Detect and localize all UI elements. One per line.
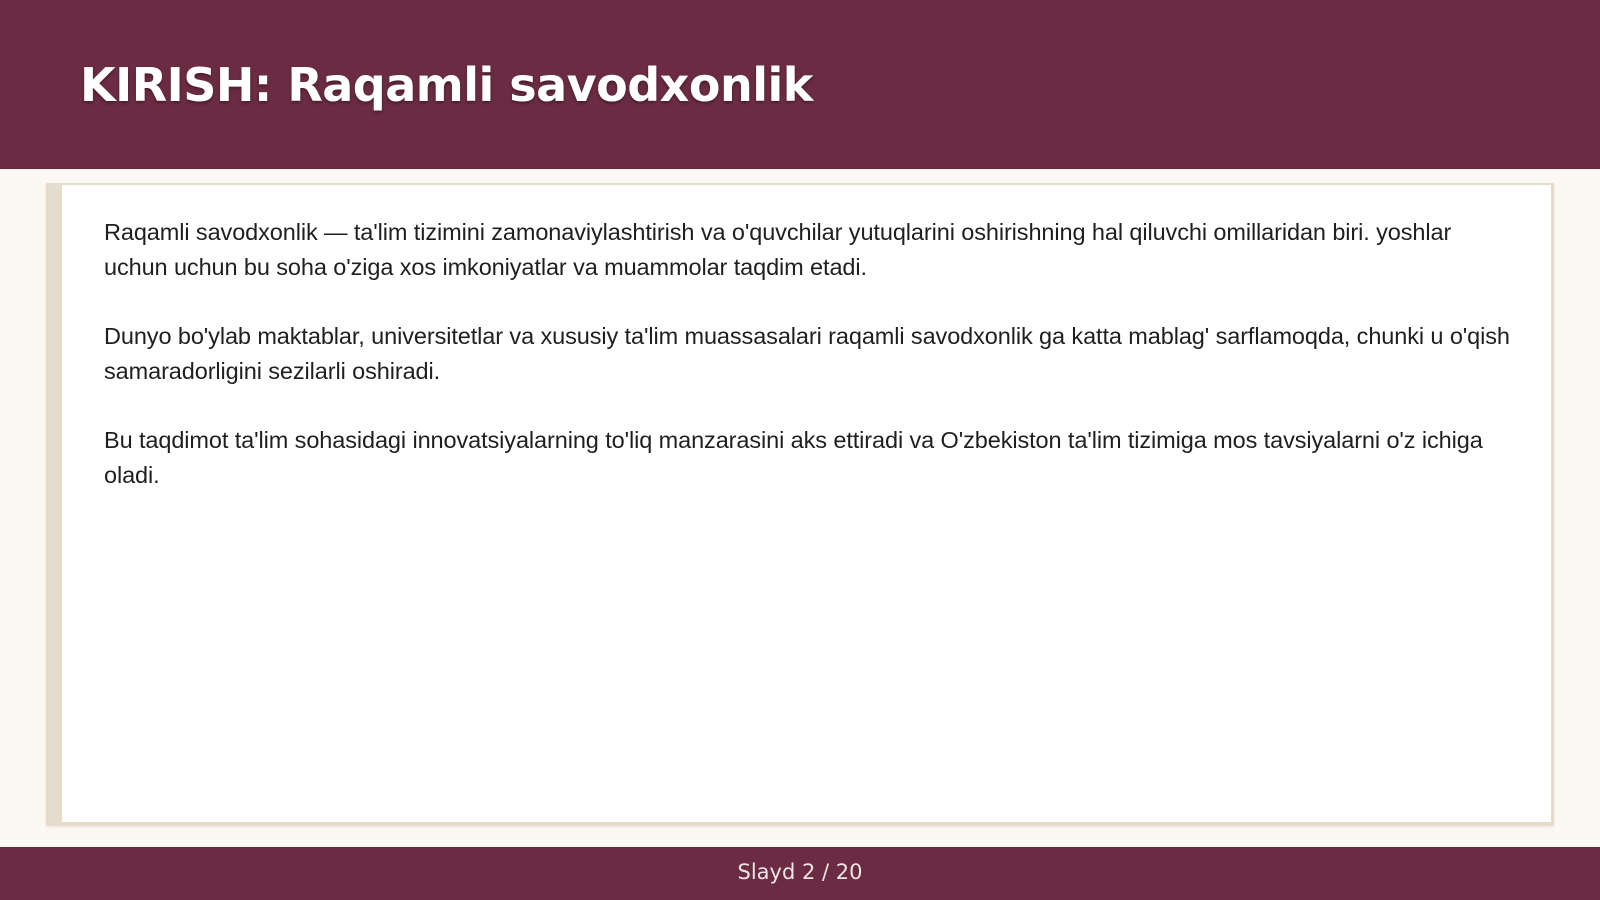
slide-counter: Slayd 2 / 20	[737, 860, 863, 884]
paragraph-3: Bu taqdimot ta'lim sohasidagi innovatsiyalarning to'liq manzarasini aks ettiradi va O'zbekiston ta'lim tizimiga mos tavsiyalarni o'z ichiga oladi.	[104, 427, 1483, 488]
paragraph-2: Dunyo bo'ylab maktablar, universitetlar va xususiy ta'lim muassasalari raqamli savodxonlik ga katta mablag' sarflamoqda, chunki u o'qish samaradorligini sezilarli oshiradi.	[104, 323, 1510, 384]
slide-title: KIRISH: Raqamli savodxonlik	[80, 58, 813, 112]
paragraph-1: Raqamli savodxonlik — ta'lim tizimini zamonaviylashtirish va o'quvchilar yutuqlarini oshirishning hal qiluvchi omillaridan biri. yoshlar uchun uchun bu soha o'ziga xos imkoniyatlar va muammolar taqdim etadi.	[104, 219, 1452, 280]
content-frame	[46, 183, 1554, 826]
slide-footer	[0, 847, 1600, 900]
content-card	[62, 185, 1551, 822]
slide-header	[0, 0, 1600, 169]
